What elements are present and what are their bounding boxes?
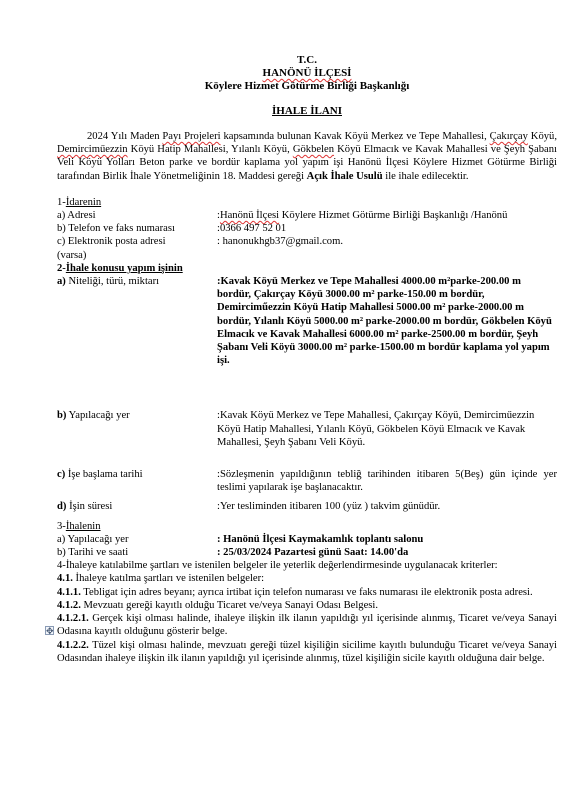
section-1-heading: 1-İdarenin: [57, 196, 102, 208]
para-4-1-1: 4.1.1. Tebligat için adres beyanı; ayrıca irtibat için telefon numarası ve faks numarası ile elektronik posta adresi.: [57, 586, 533, 598]
section-2-row-b: b) Yapılacağı yer :Kavak Köyü Merkez ve Tepe Mahallesi, Çakırçay Köyü, Demirciműezzin Köyü Hatip Mahallesi, Yılanlı Köyü, Gökbelen Köyü Elmacık ve Kavak Mahallesi, Şeyh Şabanı Veli Köyü.: [57, 410, 535, 448]
document-title: İHALE İLANI: [272, 105, 342, 117]
header-union: Köylere Hizmet Götürme Birliği Başkanlığı: [204, 80, 410, 92]
move-handle-icon[interactable]: ✥: [46, 626, 54, 636]
para-4-1-2-2: 4.1.2.2. Tüzel kişi olması halinde, mevzuatı gereği tüzel kişiliğin sicilime kayıtlı bulunduğu Ticaret ve/veya Sanayi Odasından ihaleye ilişkin ilk ilanın yapıldığı yıl içerisinde alınmış, tüzel kişiliğin sicile kayıtlı olduğuna dair belge.: [57, 639, 557, 664]
section-2-row-c: c) İşe başlama tarihi :Sözleşmenin yapıldığının tebliğ tarihinden itibaren 5(Beş) gün içinde yer teslimi yapılarak işe başlanacaktır.: [57, 469, 557, 494]
section-2-heading: 2-İhale konusu yapım işinin: [57, 262, 183, 274]
document-page: [57, 54, 557, 665]
section-1-row-a: a) Adresi :Hanönü İlçesi Köylere Hizmet Götürme Birliği Başkanlığı /Hanönü: [57, 210, 508, 222]
section-1-row-b: b) Telefon ve faks numarası :0366 497 52 01: [57, 223, 287, 235]
section-2-row-d: d) İşin süresi :Yer tesliminden itibaren 100 (yüz ) takvim günüdür.: [57, 501, 441, 513]
header-district: HANÖNÜ İLÇESİ: [262, 67, 352, 79]
section-3-row-b: b) Tarihi ve saati : 25/03/2024 Pazartesi günü Saat: 14.00'da: [57, 547, 409, 559]
section-4-heading: 4-İhaleye katılabilme şartları ve istenilen belgeler ile yeterlik değerlendirmesinde uygulanacak kriterler:: [57, 560, 498, 572]
intro-paragraph: 2024 Yılı Maden Payı Projeleri kapsamında bulunan Kavak Köyü Merkez ve Tepe Mahallesi, Çakırçay Köyü, Demirciműezzin Köyü Hatip Mahallesi, Yılanlı Köyü, Gökbelen Köyü Elmacık ve Kavak Mahallesi ve Şeyh Şabanı Veli Köyü Yolları Beton parke ve bordür kaplama yol yapım işi Hanönü İlçesi Köylere Hizmet Götürme Birliği tarafından Birlik İhale Yönetmeliğinin 18. Maddesi gereği Açık İhale Usulü ile ihale edilecektir.: [57, 131, 557, 182]
section-3-row-a: a) Yapılacağı yer : Hanönü İlçesi Kaymakamlık toplantı salonu: [57, 533, 424, 545]
header-tc: T.C.: [297, 54, 317, 66]
para-4-1-2-1: 4.1.2.1. Gerçek kişi olması halinde, ihaleye ilişkin ilk ilanın yapıldığı yıl içerisinde alınmış, Ticaret ve/veya Sanayi Odasına kayıtlı olduğunu gösterir belge.: [57, 613, 557, 638]
para-4-1-2: 4.1.2. Mevzuatı gereği kayıtlı olduğu Ticaret ve/veya Sanayi Odası Belgesi.: [57, 599, 378, 611]
section-1-row-c: c) Elektronik posta adresi (varsa) : hanonukhgb37@gmail.com.: [57, 236, 343, 261]
section-3-heading: 3-İhalenin: [57, 520, 101, 532]
section-2-row-a: a) Niteliği, türü, miktarı :Kavak Köyü Merkez ve Tepe Mahallesi 4000.00 m²parke-200.00 m bordür, Çakırçay Köyü 3000.00 m² parke-150.00 m bordür, Demirciműezzin Köyü Hatip Mahallesi 5000.00 m² parke-2000.00 m bordür, Yılanlı Köyü 5000.00 m² parke-2000.00 m bordür, Gökbelen Köyü Elmacık ve Kavak Mahallesi 6000.00 m² parke-2500.00 m bordür, Şeyh Şabanı Veli Köyü 3000.00 m² parke-1500.00 m bordür kaplama yol yapım işi.: [57, 276, 552, 367]
para-4-1: 4.1. İhaleye katılma şartları ve istenilen belgeler:: [57, 573, 265, 585]
